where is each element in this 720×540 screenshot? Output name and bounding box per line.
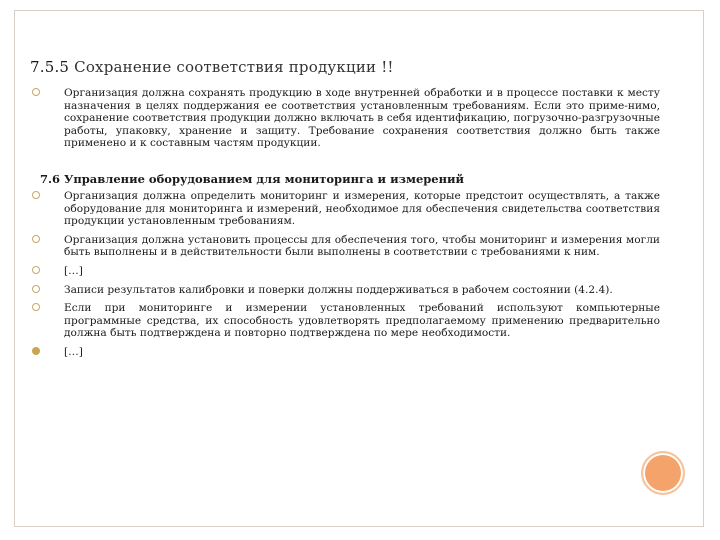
- list-item: [30, 87, 660, 150]
- list-item-text: Организация должна определить мониторинг и измерения, которые предстоит осуществлять, а также оборудование для мониторинга и измерений, необходимое для обеспечения свидетельства соответствия продукции установленным требованиям.: [64, 189, 660, 228]
- list-item-text: […]: [64, 345, 83, 358]
- bullet-icon: [32, 303, 40, 311]
- bullet-icon: [32, 266, 40, 274]
- bullet-icon: [32, 88, 40, 96]
- list-item-text: Записи результатов калибровки и поверки должны поддерживаться в рабочем состоянии (4.2.4).: [64, 283, 613, 296]
- list-item: [30, 234, 660, 259]
- filled-bullet-icon: [32, 347, 40, 355]
- list-item: [30, 302, 660, 340]
- bullet-icon: [32, 191, 40, 199]
- list-item: [30, 284, 660, 297]
- list-item-text: Организация должна установить процессы для обеспечения того, чтобы мониторинг и измерения могли быть выполнены и в действительности были выполнены в соответствии с требованиями к ним.: [64, 233, 660, 259]
- decorative-circle-icon: [641, 451, 685, 495]
- list-item: [30, 265, 660, 278]
- section-title: [30, 58, 660, 76]
- list-item-text: Если при мониторинге и измерении установленных требований используют компьютерные программные средства, их способность удовлетворять предполагаемому применению предварительно должна быть подтверждена и повторно подтверждена по мере необходимости.: [64, 302, 660, 340]
- list-item: [30, 190, 660, 228]
- list-item-text: Организация должна сохранять продукцию в ходе внутренней обработки и в процессе поставки к месту назначения в целях поддержания ее соответствия установленным требованиям. Если это приме-нимо, сохранение соответствия продукции должно включать в себя идентификацию, погрузочно-разгрузочные работы, упаковку, хранение и защиту. Требование сохранения соответствия должно быть также применено и к составным частям продукции.: [64, 87, 660, 150]
- section-number: 7.5.5: [30, 58, 70, 76]
- bullet-icon: [32, 285, 40, 293]
- list-item-text: […]: [64, 264, 83, 277]
- subsection-title: 7.6 Управление оборудованием для мониторинга и измерений: [40, 171, 465, 186]
- bullet-icon: [32, 235, 40, 243]
- list-item: [30, 346, 660, 359]
- section-heading: Сохранение соответствия продукции !!: [74, 58, 394, 76]
- slide-content: [30, 58, 660, 359]
